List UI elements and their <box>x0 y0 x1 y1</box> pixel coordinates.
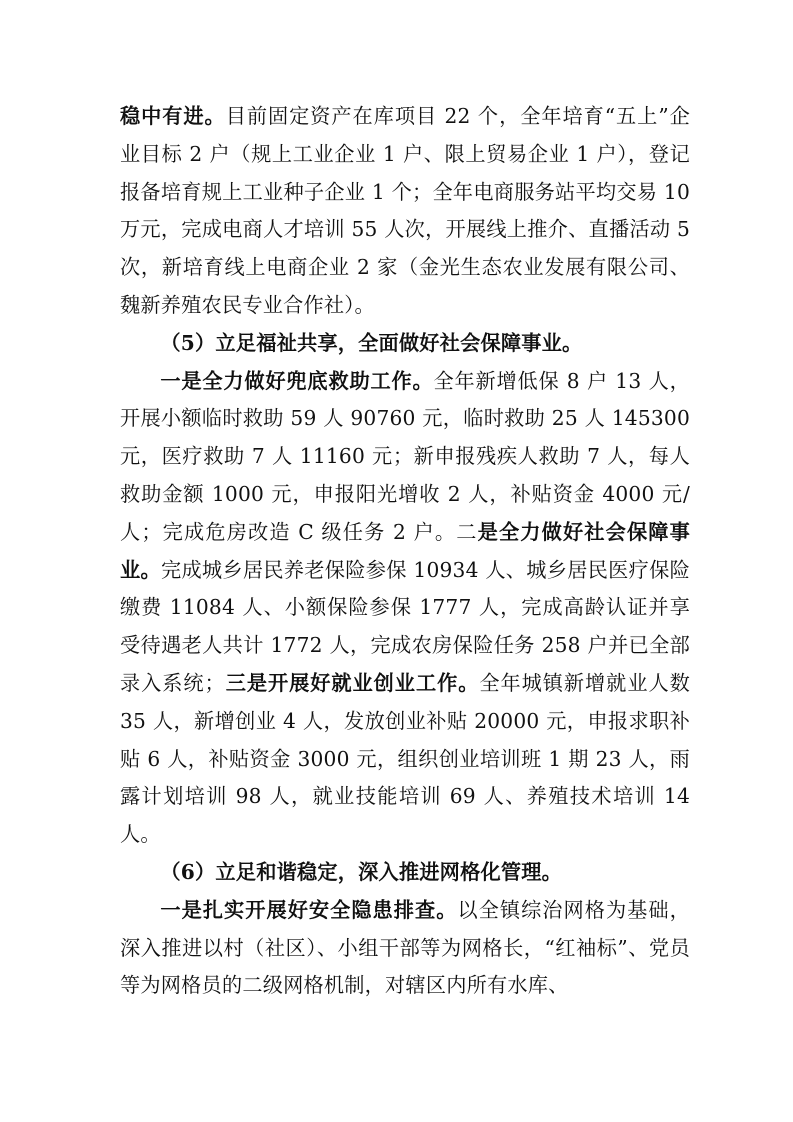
paragraph-social-security <box>120 363 690 854</box>
bold-phrase: 是全力做好社会保障事业。 <box>120 519 690 582</box>
paragraph-text: 目前固定资产在库项目 22 个，全年培育“五上”企业目标 2 户（规上工业企业 1 户、限上贸易企业 1 户），登记报备培育规上工业种子企业 1 个；全年电商服务站平均交易 10 万元，完成电商人才培训 55 人次，开展线上推介、直播活动 5 次，新培育线上电商企业 2 家（金光生态农业发展有限公司、魏新养殖农民专业合作社）。 <box>120 104 690 317</box>
paragraph-grid-management <box>120 892 690 1005</box>
section-heading-text: （6）立足和谐稳定，深入推进网格化管理。 <box>160 859 563 884</box>
paragraph-text: 完成城乡居民养老保险参保 10934 人、城乡居民医疗保险缴费 11084 人、小额保险参保 1777 人，完成高龄认证并享受待遇老人共计 1772 人，完成农房保险任务 258 户并已全部录入系统； <box>120 557 691 695</box>
paragraph-economy-continued <box>120 98 690 325</box>
bold-phrase: 三是开展好就业创业工作。 <box>224 670 480 695</box>
document-page <box>120 98 690 1005</box>
bold-phrase: 一是全力做好兜底救助工作。 <box>160 368 434 393</box>
bold-phrase: 一是扎实开展好安全隐患排查。 <box>160 897 458 922</box>
paragraph-text: 以全镇综治网格为基础，深入推进以村（社区）、小组干部等为网格长，“红袖标”、党员等为网格员的二级网格机制，对辖区内所有水库、 <box>120 897 690 998</box>
bold-phrase: 稳中有进。 <box>120 104 226 128</box>
paragraph-text: 全年新增低保 8 户 13 人，开展小额临时救助 59 人 90760 元，临时救助 25 人 145300 元，医疗救助 7 人 11160 元；新申报残疾人救助 7 人，每人救助金额 1000 元，申报阳光增收 2 人，补贴资金 4000 元/人；完成危房改造 C 级任务 2 户。二 <box>120 368 690 544</box>
section-heading-5 <box>120 325 690 363</box>
section-heading-6 <box>120 854 690 892</box>
section-heading-text: （5）立足福祉共享，全面做好社会保障事业。 <box>160 330 583 355</box>
paragraph-text: 全年城镇新增就业人数 35 人，新增创业 4 人，发放创业补贴 20000 元，申报求职补贴 6 人，补贴资金 3000 元，组织创业培训班 1 期 23 人，雨露计划培训 98 人，就业技能培训 69 人、养殖技术培训 14 人。 <box>120 670 690 847</box>
